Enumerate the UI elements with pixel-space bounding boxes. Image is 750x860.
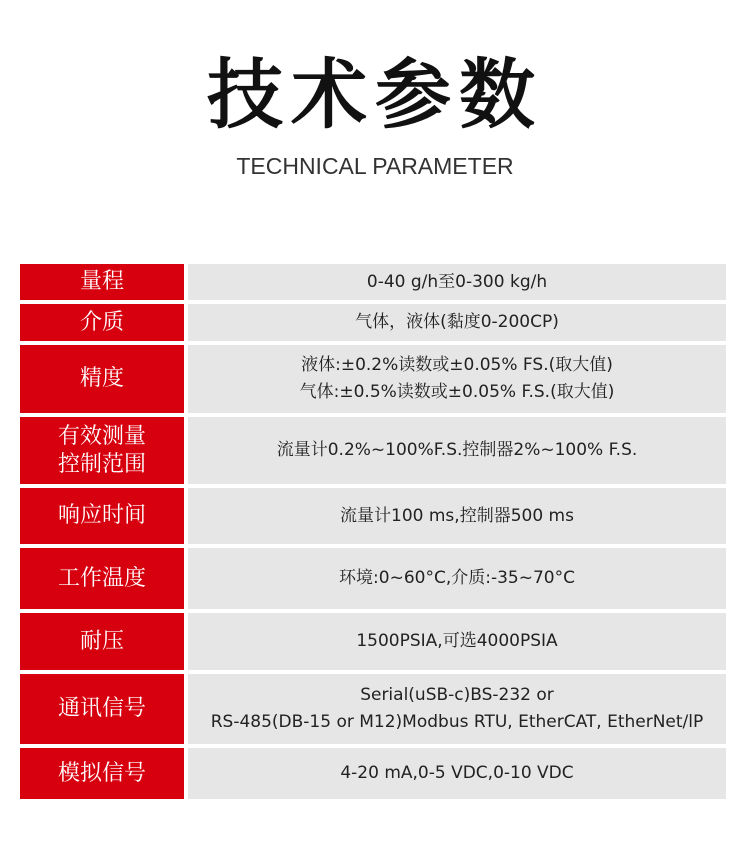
- row-label-range: [20, 264, 184, 300]
- label-line: 耐压: [79, 628, 124, 654]
- table-row: [20, 488, 726, 544]
- row-value-temperature: [188, 548, 726, 609]
- table-row: [20, 345, 726, 413]
- value-line: 1500PSIA,可选4000PSIA: [356, 631, 558, 651]
- row-value-range: [188, 264, 726, 300]
- table-row: [20, 748, 726, 799]
- label-line: 模拟信号: [57, 760, 146, 786]
- value-line: 0-40 g/h至0-300 kg/h: [366, 271, 548, 292]
- row-label-communication: [20, 674, 184, 744]
- row-label-medium: [20, 304, 184, 341]
- row-value-response-time: [188, 488, 726, 544]
- label-line: 量程: [79, 269, 124, 294]
- row-value-pressure: [188, 613, 726, 670]
- label-line: 精度: [79, 366, 124, 391]
- value-line: 流量计100 ms,控制器500 ms: [340, 505, 574, 526]
- value-line: 气体，液体(黏度0-200CP): [355, 312, 559, 332]
- row-label-control-range: [20, 417, 184, 484]
- value-line: 环境:0~60°C,介质:-35~70°C: [339, 568, 575, 588]
- label-line: 通讯信号: [57, 696, 146, 721]
- value-line: 液体:±0.2%读数或±0.05% FS.(取大值): [301, 355, 613, 375]
- value-line: RS-485(DB-15 or M12)Modbus RTU, EtherCAT, EtherNet/lP: [210, 712, 704, 732]
- table-row: [20, 417, 726, 484]
- table-row: [20, 548, 726, 609]
- table-row: [20, 613, 726, 670]
- label-line: 有效测量: [57, 423, 146, 449]
- table-row: [20, 304, 726, 341]
- row-value-communication: [188, 674, 726, 744]
- page-subtitle: TECHNICAL PARAMETER: [236, 153, 514, 179]
- label-line: 介质: [79, 309, 124, 335]
- row-value-accuracy: [188, 345, 726, 413]
- row-value-analog-signal: [188, 748, 726, 799]
- row-label-pressure: [20, 613, 184, 670]
- value-line: 4-20 mA,0-5 VDC,0-10 VDC: [340, 763, 574, 783]
- label-line: 控制范围: [57, 451, 146, 477]
- value-line: Serial(uSB-c)BS-232 or: [360, 685, 554, 705]
- row-label-temperature: [20, 548, 184, 609]
- value-line: 气体:±0.5%读数或±0.05% F.S.(取大值): [299, 382, 615, 402]
- value-line: 流量计0.2%~100%F.S.控制器2%~100% F.S.: [276, 440, 638, 460]
- label-line: 工作温度: [57, 565, 146, 591]
- page-title: 技术参数: [207, 50, 543, 139]
- row-label-accuracy: [20, 345, 184, 413]
- row-label-analog-signal: [20, 748, 184, 799]
- table-row: [20, 674, 726, 744]
- label-line: 响应时间: [57, 503, 146, 528]
- row-value-medium: [188, 304, 726, 341]
- parameter-table: [20, 264, 726, 803]
- row-label-response-time: [20, 488, 184, 544]
- row-value-control-range: [188, 417, 726, 484]
- table-row: [20, 264, 726, 300]
